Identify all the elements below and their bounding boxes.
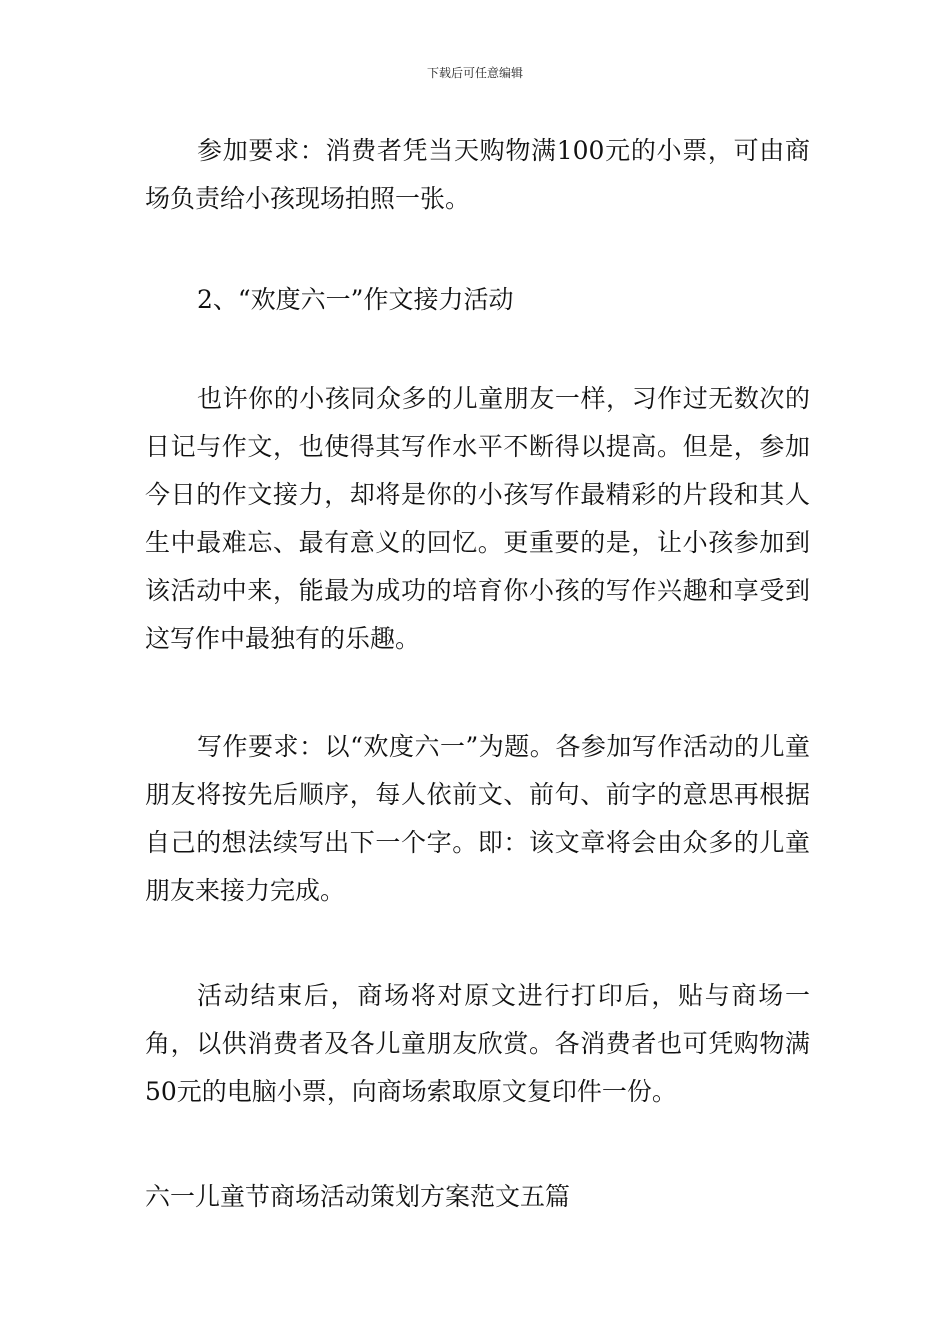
section-title: 六一儿童节商场活动策划方案范文五篇 xyxy=(145,1182,571,1211)
paragraph-participation-requirements: 参加要求：消费者凭当天购物满100元的小票，可由商场负责给小孩现场拍照一张。 xyxy=(145,136,810,213)
paragraph-activity-description: 也许你的小孩同众多的儿童朋友一样，习作过无数次的日记与作文，也使得其写作水平不断得以提高。但是，参加今日的作文接力，却将是你的小孩写作最精彩的片段和其人生中最难忘、最有意义的回忆。更重要的是，让小孩参加到该活动中来，能最为成功的培育你小孩的写作兴趣和享受到这写作中最独有的乐趣。 xyxy=(145,384,810,653)
paragraph-writing-requirements: 写作要求：以“欢度六一”为题。各参加写作活动的儿童朋友将按先后顺序，每人依前文、前句、前字的意思再根据自己的想法续写出下一个字。即：该文章将会由众多的儿童朋友来接力完成。 xyxy=(145,732,810,905)
paragraph-activity-heading: 2、“欢度六一”作文接力活动 xyxy=(197,285,514,314)
page-header: 下载后可任意编辑 xyxy=(426,66,523,80)
paragraph-after-activity: 活动结束后，商场将对原文进行打印后，贴与商场一角，以供消费者及各儿童朋友欣赏。各消费者也可凭购物满50元的电脑小票，向商场索取原文复印件一份。 xyxy=(145,981,810,1106)
